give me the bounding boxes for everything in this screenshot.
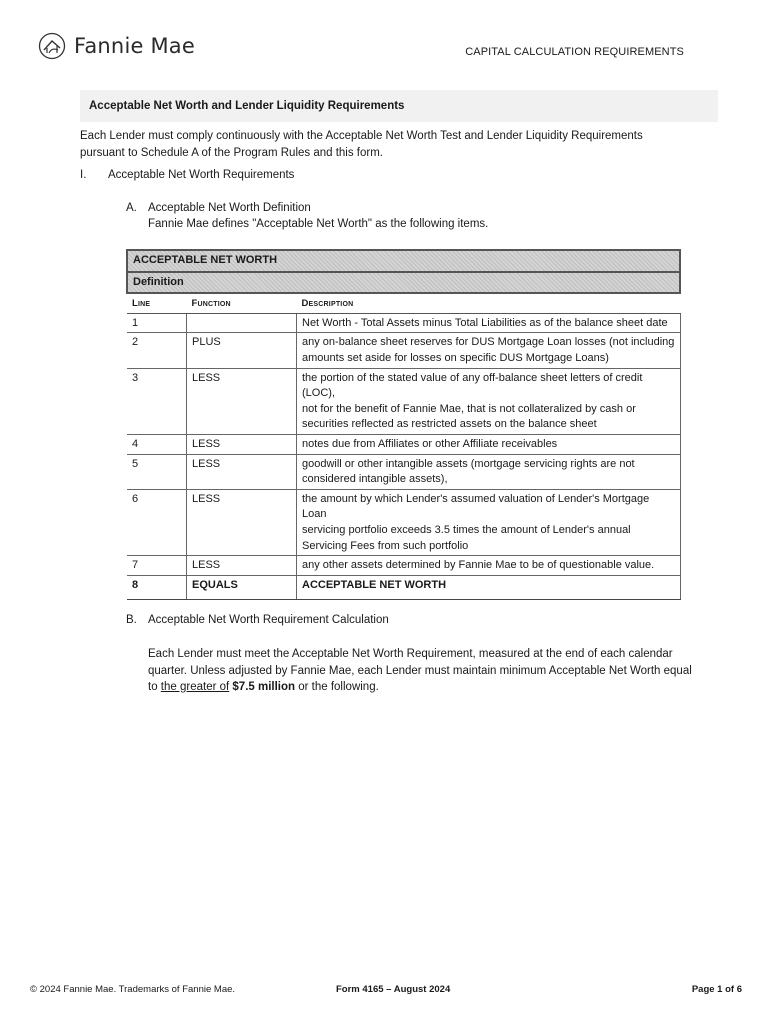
cell-function: [187, 313, 297, 333]
greater-of-phrase: the greater of: [160, 681, 230, 693]
table-row: [127, 489, 680, 555]
cell-line: 8: [127, 575, 187, 600]
cell-function: LESS: [187, 368, 297, 434]
cell-description: ACCEPTABLE NET WORTH: [297, 575, 681, 600]
table-column-headers: [127, 293, 680, 313]
subsection-a-text: Fannie Mae defines "Acceptable Net Worth" as the following items.: [148, 218, 489, 230]
column-header-function: Function: [187, 293, 297, 313]
section-title: Acceptable Net Worth and Lender Liquidity Requirements: [89, 100, 405, 112]
column-header-line: Line: [127, 293, 187, 313]
table-subtitle: Definition: [127, 272, 680, 294]
table-row: [127, 556, 680, 576]
cell-description: Net Worth - Total Assets minus Total Liabilities as of the balance sheet date: [297, 313, 681, 333]
subsection-b-paragraph: [148, 646, 696, 696]
cell-description: goodwill or other intangible assets (mortgage servicing rights are not considered intangible assets),: [297, 454, 681, 489]
document-title: CAPITAL CALCULATION REQUIREMENTS: [465, 46, 684, 58]
table-row: [127, 434, 680, 454]
subsection-b-title: Acceptable Net Worth Requirement Calculation: [148, 614, 389, 626]
cell-line: 6: [127, 489, 187, 555]
table-row: [127, 333, 680, 368]
paragraph-text-2: or the following.: [295, 681, 379, 693]
fannie-mae-house-logo-icon: [38, 32, 66, 60]
table-row: [127, 368, 680, 434]
cell-function: PLUS: [187, 333, 297, 368]
table-row: [127, 575, 680, 600]
footer-copyright: © 2024 Fannie Mae. Trademarks of Fannie Mae.: [30, 984, 236, 995]
cell-line: 2: [127, 333, 187, 368]
logo-text: Fannie Mae: [74, 34, 195, 58]
cell-line: 3: [127, 368, 187, 434]
cell-function: EQUALS: [187, 575, 297, 600]
acceptable-net-worth-table: [126, 249, 681, 600]
footer-form-number: Form 4165 – August 2024: [336, 984, 451, 995]
cell-description: notes due from Affiliates or other Affiliate receivables: [297, 434, 681, 454]
paragraph-text-1: Each Lender must meet the Acceptable Net Worth Requirement, measured at the end of each calendar quarter. Unless adjusted by Fannie Mae, each Lender must maintain minimum Acceptable Net Worth equal to: [148, 648, 692, 693]
fannie-mae-logo: [38, 32, 195, 60]
cell-line: 5: [127, 454, 187, 489]
table-title: ACCEPTABLE NET WORTH: [127, 250, 680, 272]
subsection-a-letter: A.: [126, 202, 137, 214]
cell-line: 1: [127, 313, 187, 333]
cell-description: any other assets determined by Fannie Mae to be of questionable value.: [297, 556, 681, 576]
table-row: [127, 454, 680, 489]
cell-function: LESS: [187, 489, 297, 555]
cell-description: the amount by which Lender's assumed valuation of Lender's Mortgage Loan servicing portfolio exceeds 3.5 times the amount of Lender's annual Servicing Fees from such portfolio: [297, 489, 681, 555]
cell-line: 4: [127, 434, 187, 454]
section-i-text: Acceptable Net Worth Requirements: [108, 169, 295, 181]
subsection-a-title: Acceptable Net Worth Definition: [148, 202, 311, 214]
subsection-b-letter: B.: [126, 614, 137, 626]
intro-paragraph: Each Lender must comply continuously with the Acceptable Net Worth Test and Lender Liquidity Requirements pursuant to Schedule A of the Program Rules and this form.: [80, 130, 643, 159]
section-heading-bar: [80, 90, 718, 122]
column-header-description: Description: [297, 293, 681, 313]
cell-line: 7: [127, 556, 187, 576]
footer-page-number: Page 1 of 6: [691, 984, 742, 995]
cell-function: LESS: [187, 556, 297, 576]
section-i-number: I.: [80, 169, 87, 181]
cell-function: LESS: [187, 454, 297, 489]
cell-description: any on-balance sheet reserves for DUS Mortgage Loan losses (not including amounts set aside for losses on specific DUS Mortgage Loans): [297, 333, 681, 368]
cell-description: the portion of the stated value of any off-balance sheet letters of credit (LOC), not for the benefit of Fannie Mae, that is not collateralized by cash or securities reflected as restricted assets on the balance sheet: [297, 368, 681, 434]
cell-function: LESS: [187, 434, 297, 454]
table-row: [127, 313, 680, 333]
minimum-amount: $7.5 million: [232, 681, 296, 693]
